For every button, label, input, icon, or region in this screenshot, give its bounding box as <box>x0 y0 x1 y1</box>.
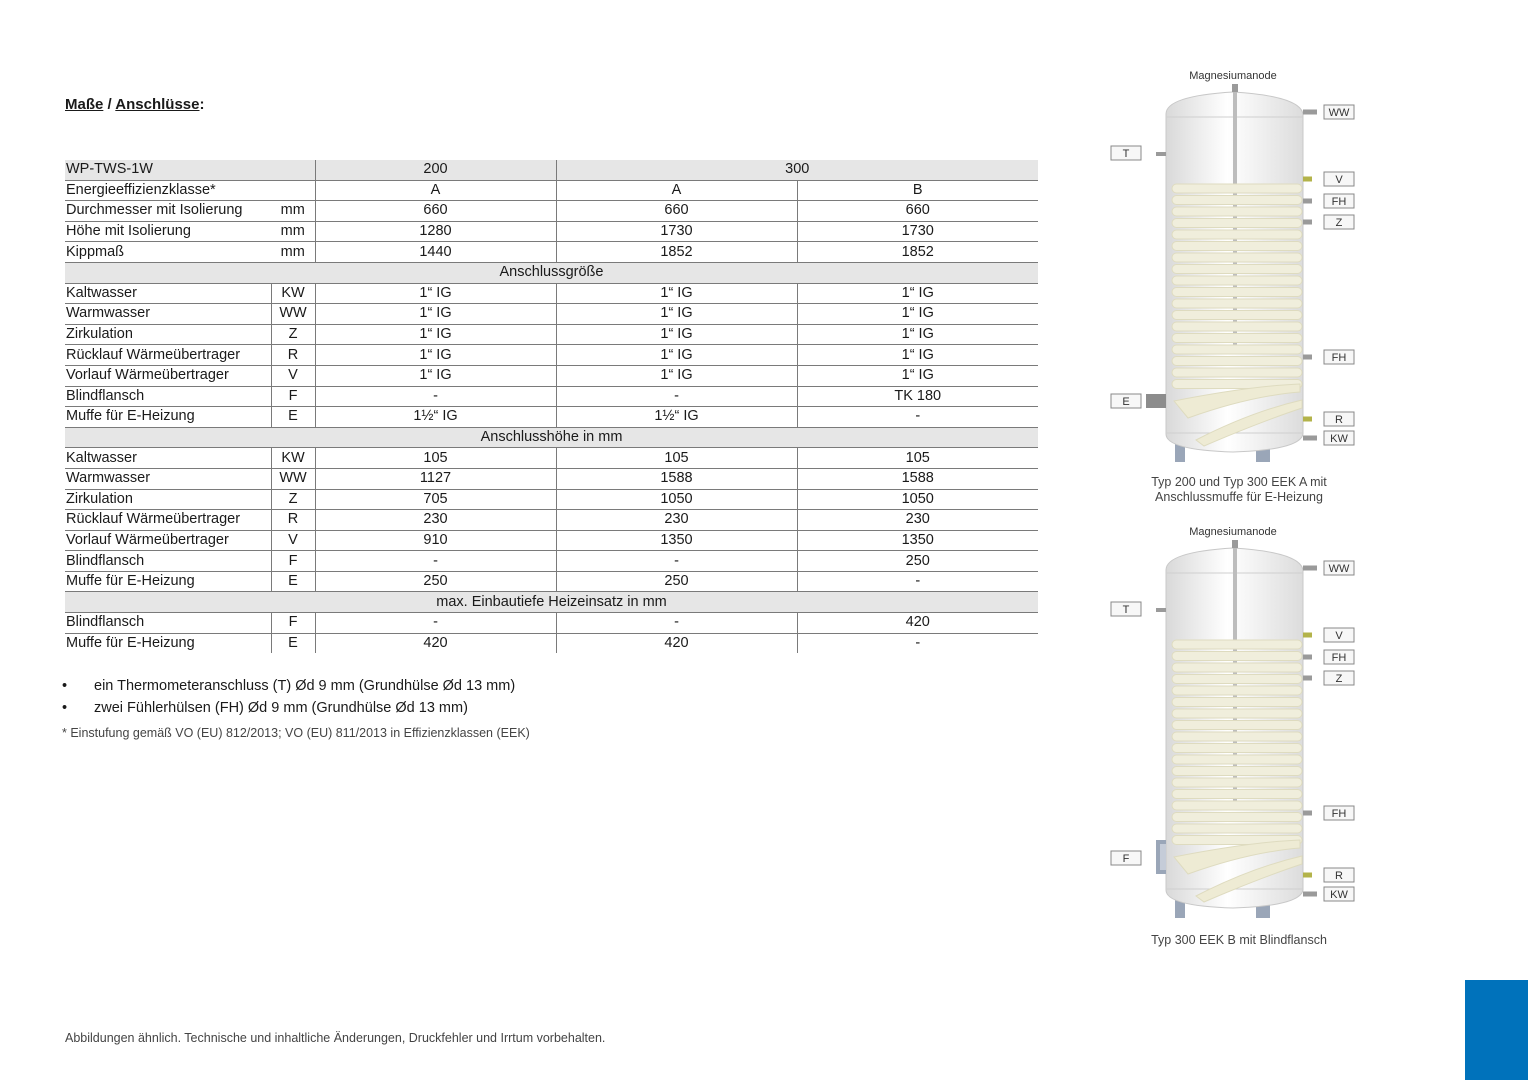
spec-table <box>65 160 1038 653</box>
row-code: Z <box>271 324 315 345</box>
heat-exchanger-coil <box>1172 253 1302 262</box>
row-code: R <box>271 345 315 366</box>
heat-exchanger-coil <box>1172 357 1302 366</box>
row-code: KW <box>271 448 315 469</box>
row-label: Durchmesser mit Isolierung <box>65 201 271 222</box>
table-row <box>65 510 1038 531</box>
connection-stub <box>1303 892 1317 897</box>
row-code: V <box>271 530 315 551</box>
heat-exchanger-coil <box>1172 242 1302 251</box>
cell-value: - <box>315 551 556 572</box>
cell-value: 1350 <box>556 530 797 551</box>
tank-diagram-2 <box>1100 522 1370 962</box>
connection-label-text: T <box>1122 604 1130 616</box>
row-label: Warmwasser <box>65 304 271 325</box>
connection-kw <box>1324 887 1354 901</box>
row-label: Kaltwasser <box>65 448 271 469</box>
notes-list <box>62 676 515 720</box>
heat-exchanger-coil <box>1172 767 1302 776</box>
cell-value: 420 <box>315 633 556 653</box>
row-code: F <box>271 613 315 634</box>
table-row <box>65 468 1038 489</box>
connection-stub <box>1303 177 1312 182</box>
cell-value: 1“ IG <box>797 304 1038 325</box>
table-row <box>65 571 1038 592</box>
cell-value: 1“ IG <box>556 304 797 325</box>
connection-label-text: WW <box>1328 107 1350 119</box>
cell-value: 1“ IG <box>556 345 797 366</box>
section-header <box>65 592 1038 613</box>
connection-stub <box>1303 655 1312 660</box>
row-label: Blindflansch <box>65 551 271 572</box>
table-row <box>65 324 1038 345</box>
cell-value: 1440 <box>315 242 556 263</box>
table-row <box>65 448 1038 469</box>
row-label: Vorlauf Wärmeübertrager <box>65 530 271 551</box>
connection-stub <box>1303 811 1312 816</box>
cell-value: 1½“ IG <box>315 407 556 428</box>
row-label: Blindflansch <box>65 613 271 634</box>
cell-value: 1588 <box>556 468 797 489</box>
heat-exchanger-coil <box>1172 663 1302 672</box>
heat-exchanger-coil <box>1172 709 1302 718</box>
heat-exchanger-coil <box>1172 790 1302 799</box>
section-title: Anschlussgröße <box>65 262 1038 283</box>
connection-stub <box>1303 676 1312 681</box>
heat-exchanger-coil <box>1172 686 1302 695</box>
cell-value: 1127 <box>315 468 556 489</box>
cell-value: 1“ IG <box>315 304 556 325</box>
cell-value: 1“ IG <box>556 283 797 304</box>
row-code: E <box>271 571 315 592</box>
accent-corner-block <box>1465 980 1528 1080</box>
cell-value: 1852 <box>797 242 1038 263</box>
row-label: Zirkulation <box>65 324 271 345</box>
section-header <box>65 427 1038 448</box>
cell-value: 105 <box>797 448 1038 469</box>
cell-value: 1“ IG <box>315 324 556 345</box>
anode-cap <box>1232 84 1238 92</box>
cell-value: 1“ IG <box>315 345 556 366</box>
row-label: Rücklauf Wärmeübertrager <box>65 345 271 366</box>
cell-value: 420 <box>556 633 797 653</box>
heat-exchanger-coil <box>1172 721 1302 730</box>
cell-value: A <box>556 180 797 201</box>
cell-value: 1350 <box>797 530 1038 551</box>
table-row <box>65 530 1038 551</box>
cell-value: - <box>556 613 797 634</box>
heading-connections: Anschlüsse <box>115 96 200 113</box>
row-code: WW <box>271 468 315 489</box>
heat-exchanger-coil <box>1172 801 1302 810</box>
connection-label-text: R <box>1335 870 1343 882</box>
table-row <box>65 407 1038 428</box>
cell-value: 1“ IG <box>797 324 1038 345</box>
anode-label: Magnesiumanode <box>1189 70 1277 82</box>
table-row <box>65 242 1038 263</box>
heat-exchanger-coil <box>1172 276 1302 285</box>
table-row <box>65 386 1038 407</box>
anode-label: Magnesiumanode <box>1189 526 1277 538</box>
cell-value: 660 <box>556 201 797 222</box>
row-label: Kaltwasser <box>65 283 271 304</box>
connection-label-text: FH <box>1331 808 1347 820</box>
cell-value: - <box>315 386 556 407</box>
row-label: Vorlauf Wärmeübertrager <box>65 365 271 386</box>
cell-value: - <box>797 407 1038 428</box>
cell-value: - <box>797 633 1038 653</box>
heat-exchanger-coil <box>1172 640 1302 649</box>
heat-exchanger-coil <box>1172 652 1302 661</box>
table-row <box>65 283 1038 304</box>
table-row <box>65 613 1038 634</box>
section-title: max. Einbautiefe Heizeinsatz in mm <box>65 592 1038 613</box>
cell-value: 1“ IG <box>797 365 1038 386</box>
row-label: Muffe für E-Heizung <box>66 634 195 651</box>
connection-e <box>1111 394 1141 408</box>
cell-value: 230 <box>556 510 797 531</box>
row-unit: mm <box>271 221 315 242</box>
bullet-item: • zwei Fühlerhülsen (FH) Ød 9 mm (Grundhülse Ød 13 mm) <box>62 698 515 720</box>
row-label: Muffe für E-Heizung <box>65 571 271 592</box>
cell-value: 1“ IG <box>797 283 1038 304</box>
cell-value: 1280 <box>315 221 556 242</box>
table-row <box>65 345 1038 366</box>
row-label: Energieeffizienzklasse* <box>65 180 315 201</box>
cell-value: 1“ IG <box>556 365 797 386</box>
column-300: 300 <box>556 160 1038 180</box>
cell-value: 420 <box>797 613 1038 634</box>
heat-exchanger-coil <box>1172 824 1302 833</box>
connection-stub <box>1303 566 1317 571</box>
row-unit: mm <box>271 201 315 222</box>
cell-value: 250 <box>315 571 556 592</box>
row-code: V <box>271 365 315 386</box>
connection-r <box>1324 868 1354 882</box>
cell-value: 1050 <box>556 489 797 510</box>
connection-fh <box>1324 194 1354 208</box>
connection-fh <box>1324 350 1354 364</box>
heat-exchanger-coil <box>1172 345 1302 354</box>
page-heading <box>65 96 205 113</box>
connection-z <box>1324 215 1354 229</box>
cell-value: 230 <box>797 510 1038 531</box>
e-heater-socket <box>1146 394 1166 408</box>
connection-label-text: V <box>1335 630 1343 642</box>
eek-row <box>65 180 1038 201</box>
cell-value: 660 <box>797 201 1038 222</box>
cell-value: 705 <box>315 489 556 510</box>
heat-exchanger-coil <box>1172 732 1302 741</box>
connection-label-text: R <box>1335 414 1343 426</box>
connection-fh <box>1324 806 1354 820</box>
heat-exchanger-coil <box>1172 219 1302 228</box>
row-label: Blindflansch <box>65 386 271 407</box>
row-label: Zirkulation <box>65 489 271 510</box>
connection-kw <box>1324 431 1354 445</box>
cell-value: 1“ IG <box>556 324 797 345</box>
table-row <box>65 633 1038 653</box>
heat-exchanger-coil <box>1172 813 1302 822</box>
connection-label-text: KW <box>1330 433 1348 445</box>
section-title: Anschlusshöhe in mm <box>65 427 1038 448</box>
cell-value: 660 <box>315 201 556 222</box>
connection-stub <box>1303 873 1312 878</box>
disclaimer: Abbildungen ähnlich. Technische und inhaltliche Änderungen, Druckfehler und Irrtum vorbehalten. <box>65 1031 606 1045</box>
connection-ww <box>1324 561 1354 575</box>
caption-line: Anschlussmuffe für E-Heizung <box>1155 490 1323 504</box>
connection-stub <box>1303 220 1312 225</box>
heat-exchanger-coil <box>1172 196 1302 205</box>
footnote: * Einstufung gemäß VO (EU) 812/2013; VO (EU) 811/2013 in Effizienzklassen (EEK) <box>62 726 530 740</box>
cell-value: - <box>315 613 556 634</box>
connection-stub <box>1303 436 1317 441</box>
connection-stub <box>1303 633 1312 638</box>
connection-stub <box>1303 110 1317 115</box>
heat-exchanger-coil <box>1172 184 1302 193</box>
connection-v <box>1324 628 1354 642</box>
row-code: E <box>271 407 315 428</box>
cell-value: 1“ IG <box>315 283 556 304</box>
row-label: Rücklauf Wärmeübertrager <box>65 510 271 531</box>
heat-exchanger-coil <box>1172 744 1302 753</box>
heat-exchanger-coil <box>1172 299 1302 308</box>
blind-flange-face <box>1160 844 1166 870</box>
section-header <box>65 262 1038 283</box>
table-row <box>65 221 1038 242</box>
heat-exchanger-coil <box>1172 230 1302 239</box>
row-code: KW <box>271 283 315 304</box>
thermometer-stub <box>1156 608 1166 612</box>
connection-label-text: FH <box>1331 196 1347 208</box>
row-label: Warmwasser <box>65 468 271 489</box>
row-code: WW <box>271 304 315 325</box>
connection-label-text: F <box>1122 853 1130 865</box>
heat-exchanger-coil <box>1172 698 1302 707</box>
connection-label-text: V <box>1335 174 1343 186</box>
connection-stub <box>1303 355 1312 360</box>
column-200: 200 <box>315 160 556 180</box>
heat-exchanger-coil <box>1172 778 1302 787</box>
cell-value: 1½“ IG <box>556 407 797 428</box>
bullet-item: • ein Thermometeranschluss (T) Ød 9 mm (Grundhülse Ød 13 mm) <box>62 676 515 698</box>
heat-exchanger-coil <box>1172 322 1302 331</box>
heading-dimensions: Maße <box>65 96 104 113</box>
cell-value: 105 <box>556 448 797 469</box>
table-header-row <box>65 160 1038 180</box>
cell-value: - <box>556 551 797 572</box>
cell-value: - <box>797 571 1038 592</box>
table-row <box>65 201 1038 222</box>
row-code: F <box>271 551 315 572</box>
connection-label-text: Z <box>1335 217 1343 229</box>
connection-label-text: Z <box>1335 673 1343 685</box>
heading-separator: / <box>103 96 116 113</box>
cell-value: 1852 <box>556 242 797 263</box>
connection-t <box>1111 146 1141 160</box>
heat-exchanger-coil <box>1172 265 1302 274</box>
table-row <box>65 551 1038 572</box>
anode-cap <box>1232 540 1238 548</box>
caption-line: Typ 300 EEK B mit Blindflansch <box>1151 933 1327 947</box>
heat-exchanger-coil <box>1172 675 1302 684</box>
model-name: WP-TWS-1W <box>65 160 315 180</box>
connection-stub <box>1303 199 1312 204</box>
cell-value: 250 <box>556 571 797 592</box>
cell-value: 910 <box>315 530 556 551</box>
cell-value: TK 180 <box>797 386 1038 407</box>
thermometer-stub <box>1156 152 1166 156</box>
heading-colon: : <box>199 96 205 113</box>
connection-r <box>1324 412 1354 426</box>
connection-label-text: T <box>1122 148 1130 160</box>
cell-value: 230 <box>315 510 556 531</box>
row-code: F <box>271 386 315 407</box>
heat-exchanger-coil <box>1172 755 1302 764</box>
table-row <box>65 489 1038 510</box>
heat-exchanger-coil <box>1172 311 1302 320</box>
connection-z <box>1324 671 1354 685</box>
connection-label-text: WW <box>1328 563 1350 575</box>
connection-stub <box>1303 417 1312 422</box>
diagram-caption-1 <box>1110 475 1368 505</box>
heat-exchanger-coil <box>1172 334 1302 343</box>
connection-t <box>1111 602 1141 616</box>
connection-v <box>1324 172 1354 186</box>
connection-ww <box>1324 105 1354 119</box>
row-label: Muffe für E-Heizung <box>65 407 271 428</box>
tank-diagram-1 <box>1100 66 1370 506</box>
cell-value: 1588 <box>797 468 1038 489</box>
cell-value: 1050 <box>797 489 1038 510</box>
table-row <box>65 365 1038 386</box>
connection-f <box>1111 851 1141 865</box>
cell-value: 105 <box>315 448 556 469</box>
cell-value: - <box>556 386 797 407</box>
row-code: R <box>271 510 315 531</box>
heat-exchanger-coil <box>1172 288 1302 297</box>
cell-value: 1730 <box>556 221 797 242</box>
cell-value: A <box>315 180 556 201</box>
row-code: E <box>271 633 315 653</box>
row-label: Höhe mit Isolierung <box>65 221 271 242</box>
connection-label-text: E <box>1122 396 1130 408</box>
row-code: Z <box>271 489 315 510</box>
table-row <box>65 304 1038 325</box>
caption-line: Typ 200 und Typ 300 EEK A mit <box>1151 475 1327 489</box>
cell-value: 1“ IG <box>315 365 556 386</box>
cell-value: B <box>797 180 1038 201</box>
row-unit: mm <box>271 242 315 263</box>
cell-value: 1“ IG <box>797 345 1038 366</box>
cell-value: 250 <box>797 551 1038 572</box>
row-label: Kippmaß <box>65 242 271 263</box>
connection-label-text: KW <box>1330 889 1348 901</box>
heat-exchanger-coil <box>1172 368 1302 377</box>
diagram-caption-2 <box>1110 933 1368 948</box>
heat-exchanger-coil <box>1172 207 1302 216</box>
cell-value: 1730 <box>797 221 1038 242</box>
connection-fh <box>1324 650 1354 664</box>
connection-label-text: FH <box>1331 352 1347 364</box>
connection-label-text: FH <box>1331 652 1347 664</box>
